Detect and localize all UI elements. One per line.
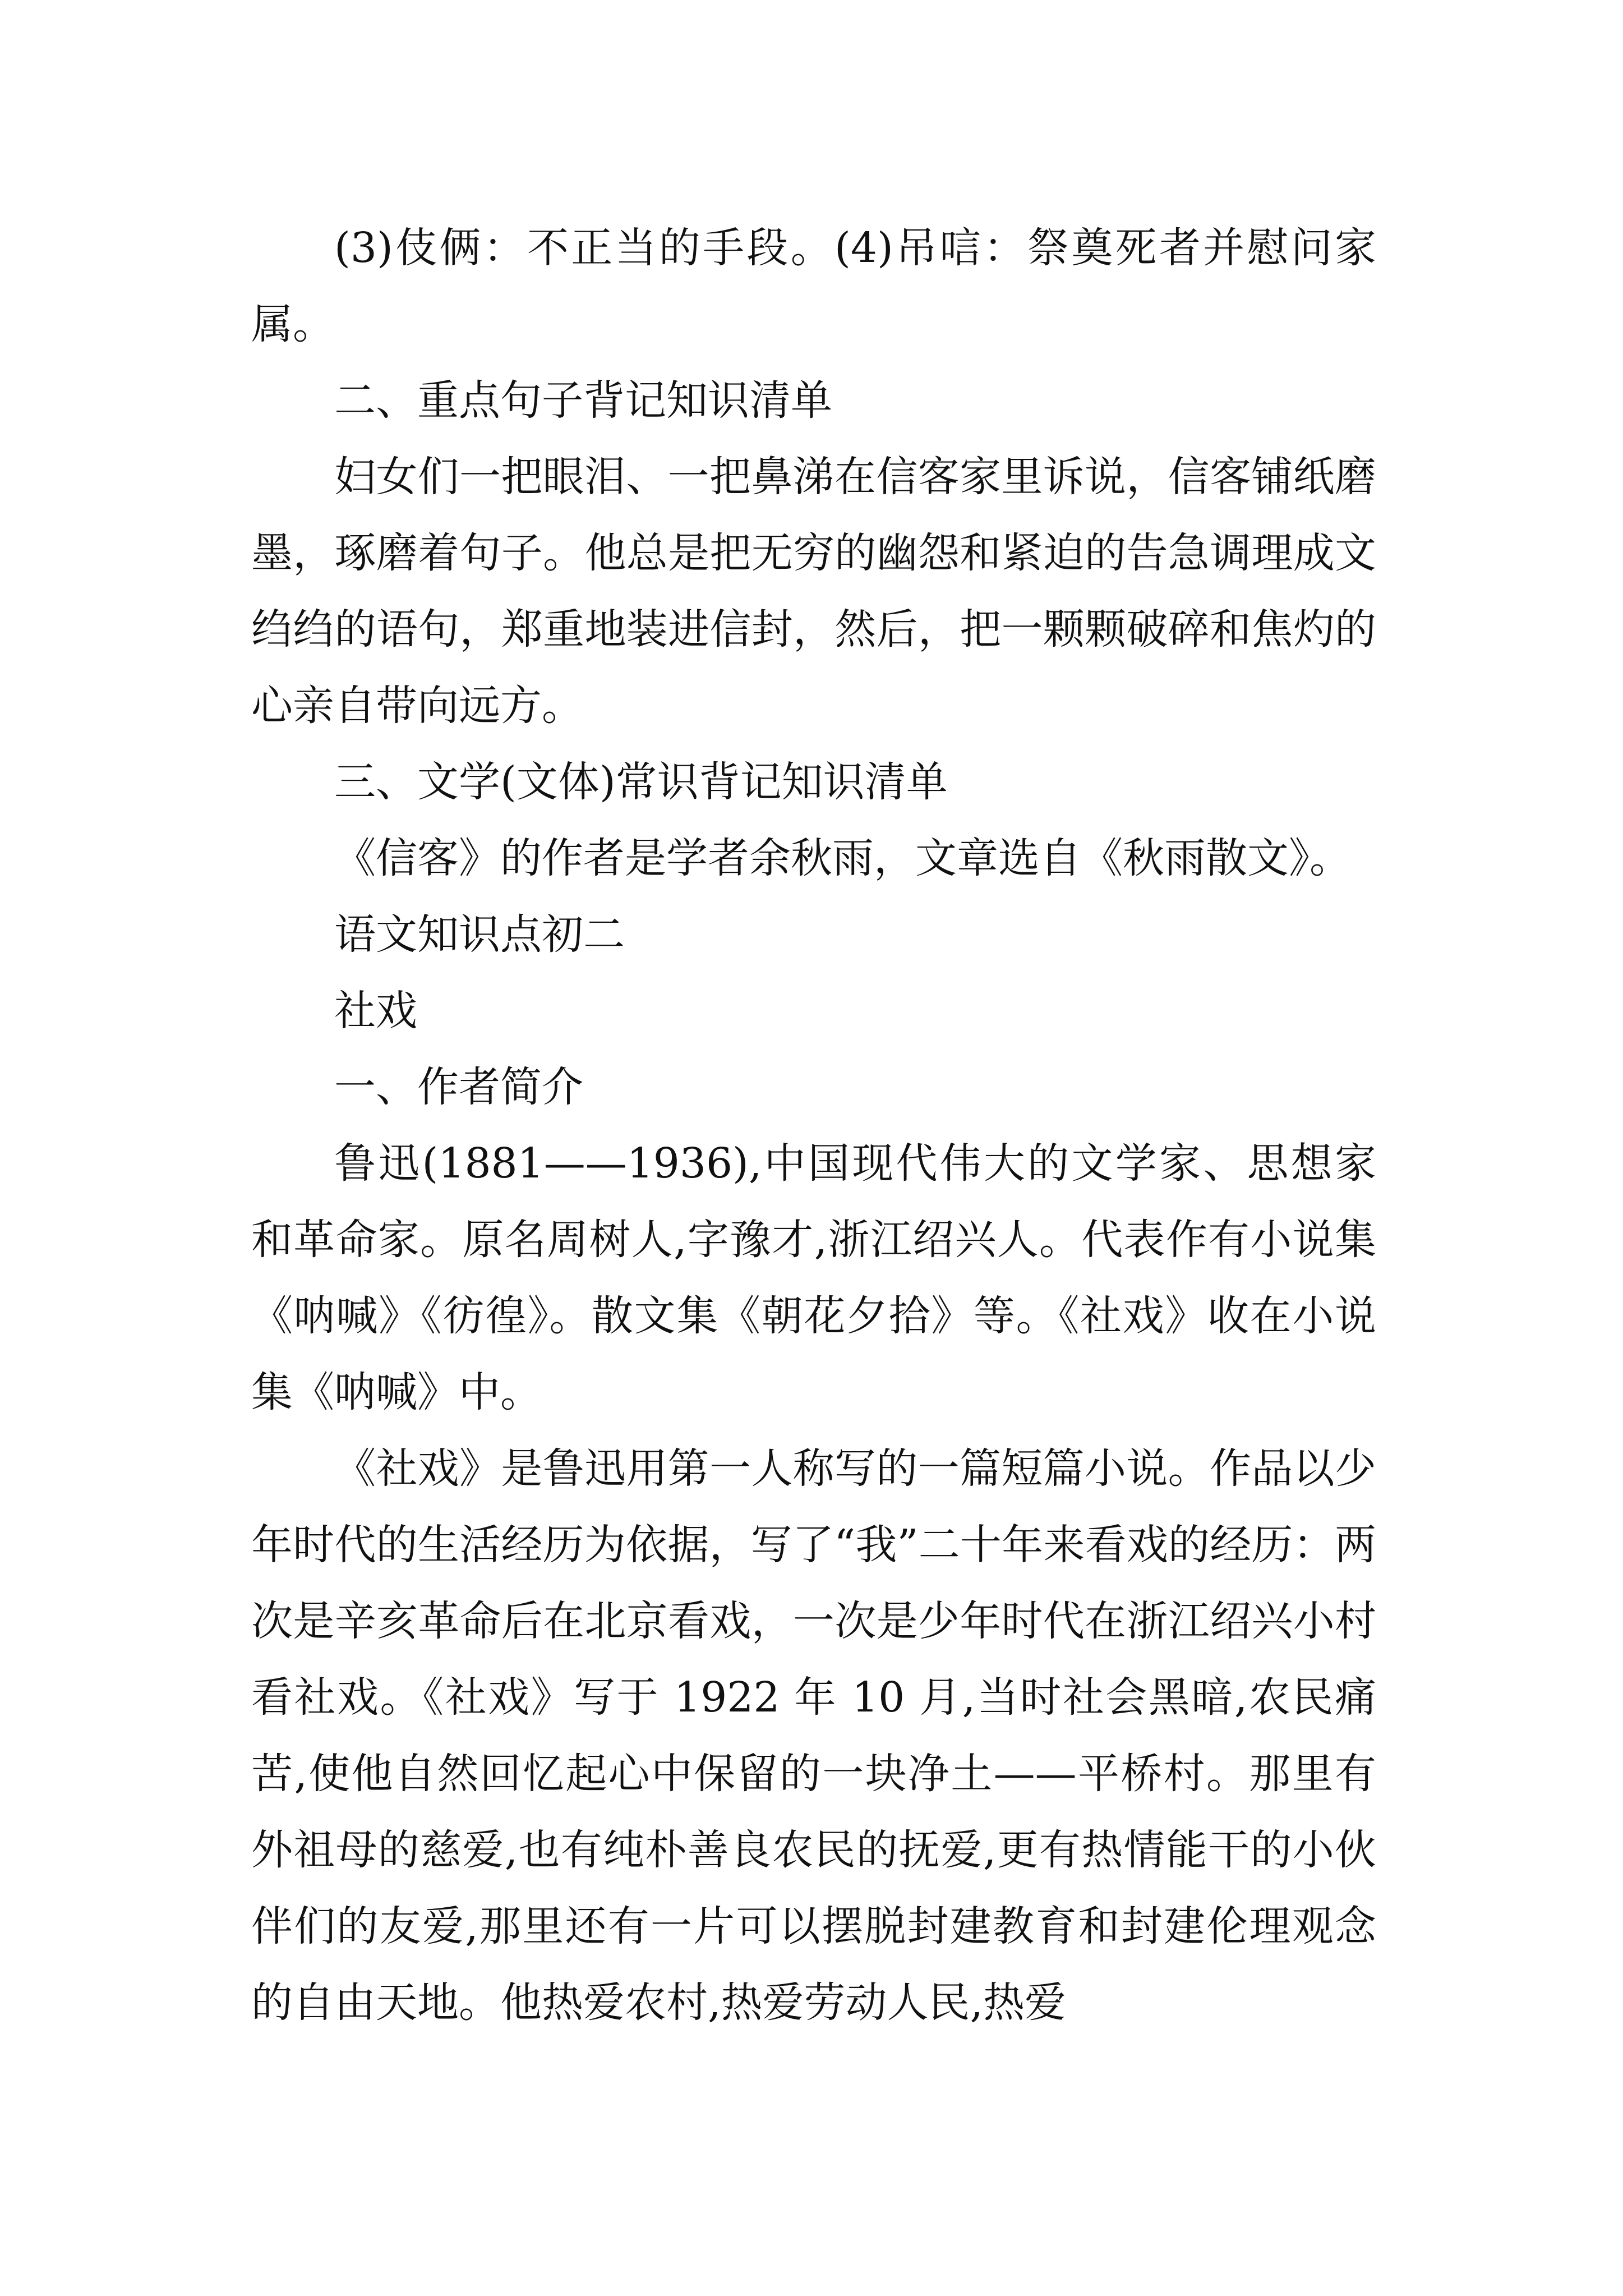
- heading-author-intro: 一、作者简介: [334, 1063, 583, 1111]
- paragraph-vocab-notes: (3)伎俩：不正当的手段。(4)吊唁：祭奠死者并慰问家属。: [251, 224, 1376, 348]
- document-body: [251, 210, 1376, 2041]
- heading-key-sentences: 二、重点句子背记知识清单: [334, 376, 832, 425]
- section-title: 语文知识点初二: [334, 910, 625, 959]
- lesson-title: 社戏: [334, 987, 417, 1035]
- heading-literary-knowledge: 三、文学(文体)常识背记知识清单: [334, 758, 948, 806]
- paragraph-work-summary: 《社戏》是鲁迅用第一人称写的一篇短篇小说。作品以少年时代的生活经历为依据，写了“我”二十年来看戏的经历：两次是辛亥革命后在北京看戏，一次是少年时代在浙江绍兴小村看社戏。《社戏》写于 1922 年 10 月,当时社会黑暗,农民痛苦,使他自然回忆起心中保留的一块净土——平桥村。那里有外祖母的慈爱,也有纯朴善良农民的抚爱,更有热情能干的小伙伴们的友爱,那里还有一片可以摆脱封建教育和封建伦理观念的自由天地。他热爱农村,热爱劳动人民,热爱: [251, 1444, 1376, 2027]
- paragraph-author-bio: 鲁迅(1881——1936),中国现代伟大的文学家、思想家和革命家。原名周树人,字豫才,浙江绍兴人。代表作有小说集《呐喊》《彷徨》。散文集《朝花夕拾》等。《社戏》收在小说集《呐喊》中。: [251, 1139, 1376, 1416]
- paragraph-author-source: 《信客》的作者是学者余秋雨，文章选自《秋雨散文》。: [334, 834, 1351, 882]
- paragraph-key-sentence: 妇女们一把眼泪、一把鼻涕在信客家里诉说，信客铺纸磨墨，琢磨着句子。他总是把无穷的幽怨和紧迫的告急调理成文绉绉的语句，郑重地装进信封，然后，把一颗颗破碎和焦灼的心亲自带向远方。: [251, 453, 1376, 730]
